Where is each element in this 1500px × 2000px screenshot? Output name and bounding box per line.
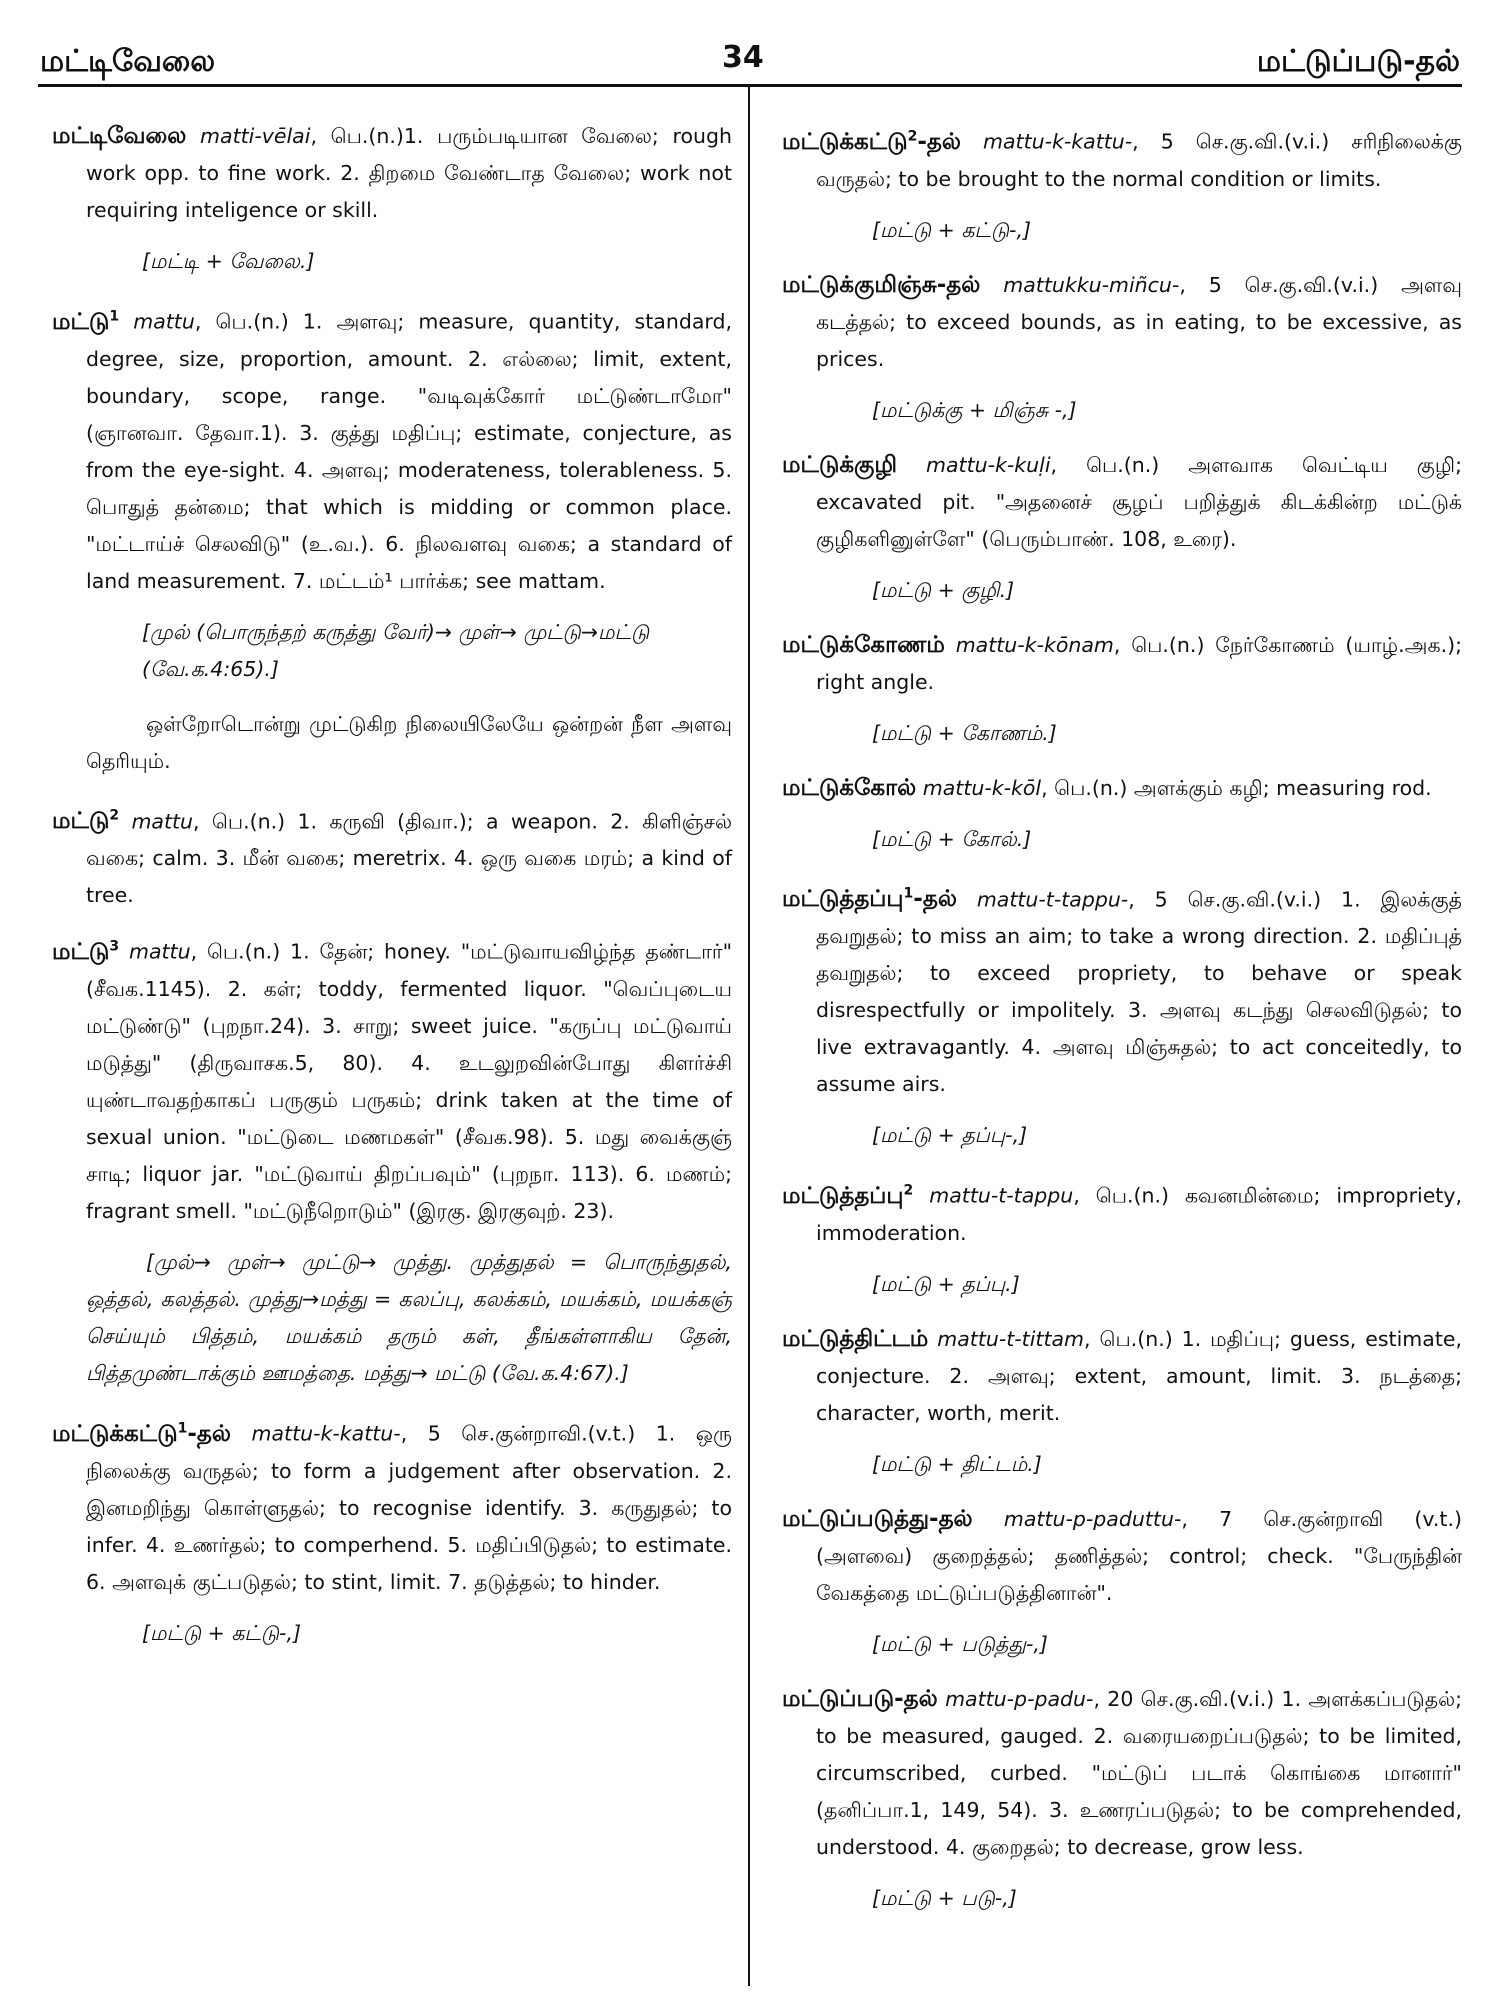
entry-romanization: mattu-t-tappu-: [976, 887, 1129, 912]
entry-definition: , 5 செ.கு.வி.(v.i.) சரிநிலைக்கு வருதல்; to be brought to the normal condition or limits.: [816, 129, 1462, 191]
headword-superscript: 2: [907, 128, 918, 144]
left-column: [52, 118, 732, 1670]
dictionary-entry: [782, 118, 1462, 198]
entry-headword: மட்டுக்கோல்: [782, 774, 917, 801]
dictionary-entry: [782, 1501, 1462, 1612]
dictionary-entry: [52, 798, 732, 915]
entry-headword: மட்டுத்தப்பு$^2$: [782, 1182, 914, 1209]
entry-romanization: mattu-t-tittam: [937, 1326, 1085, 1351]
entry-headword: மட்டுக்கோணம்: [782, 631, 945, 658]
entry-definition: , 20 செ.கு.வி.(v.i.) 1. அளக்கப்படுதல்; to be measured, gauged. 2. வரையறைப்படுதல்; to be limited, circumscribed, curbed. "மட்டுப் படாக் கொங்கை மானார்" (தனிப்பா.1, 149, 54). 3. உணரப்படுதல்; to be comprehended, understood. 4. குறைதல்; to decrease, grow less.: [816, 1686, 1462, 1859]
entry-definition: , பெ.(n.) கவனமின்மை; impropriety, immoderation.: [816, 1183, 1462, 1245]
entry-romanization: mattu-k-kōnam: [955, 632, 1114, 657]
entry-romanization: mattu-k-kōl: [922, 775, 1042, 800]
dictionary-entry: [52, 1410, 732, 1601]
entry-definition: , பெ.(n.) நேர்கோணம் (யாழ்.அக.); right angle.: [816, 632, 1462, 694]
headword-superscript: 1: [903, 885, 914, 902]
entry-headword: மட்டிவேலை: [52, 123, 187, 149]
header-left-guide-word: மட்டிவேலை: [40, 44, 216, 79]
entry-etymology: [மட்டு + குழி.]: [872, 577, 1015, 602]
entry-note: ஒள்றோடொன்று முட்டுகிற நிலையிலேயே ஒன்றன் நீள அளவு தெரியும்.: [86, 711, 732, 773]
dictionary-entry: [782, 1681, 1462, 1866]
headword-superscript: 2: [903, 1182, 914, 1199]
entry-etymology: [மட்டு + தப்பு.]: [872, 1271, 1020, 1296]
entry-definition: , 5 செ.கு.வி.(v.i.) 1. இலக்குத் தவறுதல்; to miss an aim; to take a wrong direction. 2. மதிப்புத் தவறுதல்; to exceed propriety, to behave or speak disrespectfully or impolitely. 3. அளவு கடந்து செலவிடுதல்; to live extravagantly. 4. அளவு மிஞ்சுதல்; to act conceitedly, to assume airs.: [816, 887, 1462, 1097]
right-column: [782, 118, 1462, 1935]
entry-definition: , பெ.(n.) 1. தேன்; honey. "மட்டுவாயவிழ்ந்த தண்டார்" (சீவக.1145). 2. கள்; toddy, fermented liquor. "வெப்புடைய மட்டுண்டு" (புறநா.24). 3. சாறு; sweet juice. "கருப்பு மட்டுவாய் மடுத்து" (திருவாசக.5, 80). 4. உடலுறவின்போது கிளர்ச்சி யுண்டாவதற்காகப் பருகும் பருகம்; drink taken at the time of sexual union. "மட்டுடை மணமகள்" (சீவக.98). 5. மது வைக்குஞ் சாடி; liquor jar. "மட்டுவாய் திறப்பவும்" (புறநா. 113). 6. மணம்; fragrant smell. "மட்டுநீறொடும்" (இரகு. இரகுவுற். 23).: [86, 939, 732, 1223]
entry-romanization: mattukku-miñcu-: [1003, 272, 1180, 297]
entry-etymology: [மட்டுக்கு + மிஞ்சு -,]: [872, 397, 1077, 422]
entry-definition: , 5 செ.கு.வி.(v.i.) அளவு கடத்தல்; to exceed bounds, as in eating, to be excessive, as prices.: [816, 272, 1462, 371]
header-right-guide-word: மட்டுப்படு-தல்: [1256, 44, 1460, 79]
headword-superscript: 1: [109, 308, 120, 324]
entry-headword: மட்டுக்கட்டு$^2$-தல்: [782, 128, 961, 155]
page-number: 34: [722, 40, 764, 75]
dictionary-entry: [782, 447, 1462, 558]
entry-romanization: matti-vēlai: [200, 124, 311, 148]
entry-etymology: [மட்டு + கட்டு-,]: [872, 217, 1031, 242]
headword-superscript: 3: [109, 938, 120, 955]
header-rule: [38, 84, 1462, 87]
entry-definition: , 5 செ.குன்றாவி.(v.t.) 1. ஒரு நிலைக்கு வருதல்; to form a judgement after observation. 2. இனமறிந்து கொள்ளுதல்; to recognise identify. 3. கருதுதல்; to infer. 4. உணர்தல்; to comperhend. 5. மதிப்பிடுதல்; to estimate. 6. அளவுக் குட்படுதல்; to stint, limit. 7. தடுத்தல்; to hinder.: [86, 1421, 732, 1594]
entry-definition: , பெ.(n.) 1. அளவு; measure, quantity, standard, degree, size, proportion, amount. 2. எல்லை; limit, extent, boundary, scope, range. "வடிவுக்கோர் மட்டுண்டாமோ" (ஞானவா. தேவா.1). 3. குத்து மதிப்பு; estimate, conjecture, as from the eye-sight. 4. அளவு; moderateness, tolerableness. 5. பொதுத் தன்மை; that which is midding or common place. "மட்டாய்ச் செலவிடு" (உ.வ.). 6. நிலவளவு வகை; a standard of land measurement. 7. மட்டம்¹ பார்க்க; see mattam.: [86, 309, 732, 593]
entry-etymology: [முல் (பொருந்தற் கருத்து வேர்)→ முள்→ முட்டு→மட்டு (வே.க.4:65).]: [142, 619, 650, 681]
entry-romanization: mattu-k-kuḷi: [926, 452, 1051, 477]
entry-romanization: mattu-p-paduttu-: [1003, 1506, 1182, 1531]
entry-romanization: mattu-k-kattu-: [983, 129, 1133, 154]
page-header: [0, 0, 1500, 88]
entry-etymology: [மட்டு + கட்டு-,]: [142, 1620, 301, 1645]
headword-superscript: 1: [177, 1419, 188, 1436]
dictionary-entry: [52, 298, 732, 600]
headword-superscript: 2: [109, 807, 120, 824]
entry-etymology: [மட்டு + திட்டம்.]: [872, 1451, 1042, 1476]
entry-definition: , 7 செ.குன்றாவி (v.t.) (அளவை) குறைத்தல்; தணித்தல்; control; check. "பேருந்தின் வேகத்தை மட்டுப்படுத்தினான்".: [816, 1506, 1462, 1605]
entry-definition: , பெ.(n.) அளவாக வெட்டிய குழி; excavated pit. "அதனைச் சூழப் பறித்துக் கிடக்கின்ற மட்டுக் குழிகளினுள்ளே" (பெரும்பாண். 108, உரை).: [816, 452, 1462, 551]
entry-romanization: mattu: [131, 809, 194, 834]
entry-definition: , பெ.(n.) 1. கருவி (திவா.); a weapon. 2. கிளிஞ்சல் வகை; calm. 3. மீன் வகை; meretrix. 4. ஒரு வகை மரம்; a kind of tree.: [86, 809, 732, 908]
dictionary-entry: [52, 118, 732, 229]
headword-suffix: -தல்: [917, 128, 961, 155]
entry-etymology: [மட்டு + தப்பு-,]: [872, 1123, 1028, 1148]
entry-headword: மட்டுத்திட்டம்: [782, 1325, 929, 1352]
dictionary-entry: [782, 267, 1462, 378]
entry-headword: மட்டுக்குமிஞ்சு-தல்: [782, 271, 981, 298]
entry-headword: மட்டு$^1$: [52, 308, 120, 335]
entry-romanization: mattu-t-tappu: [929, 1183, 1074, 1208]
entry-etymology: [மட்டு + படு-,]: [872, 1885, 1017, 1910]
entry-definition: , பெ.(n.) 1. மதிப்பு; guess, estimate, conjecture. 2. அளவு; extent, amount, limit. 3. நடத்தை; character, worth, merit.: [816, 1326, 1462, 1425]
entry-romanization: mattu-p-padu-: [945, 1686, 1094, 1711]
dictionary-entry: [782, 1321, 1462, 1432]
entry-definition: , பெ.(n.) அளக்கும் கழி; measuring rod.: [1041, 775, 1432, 800]
entry-headword: மட்டு$^2$: [52, 807, 120, 835]
entry-etymology: [மட்டி + வேலை.]: [142, 249, 315, 273]
headword-suffix: -தல்: [187, 1420, 231, 1447]
entry-headword: மட்டுக்கட்டு$^1$-தல்: [52, 1419, 231, 1447]
entry-headword: மட்டுக்குழி: [782, 451, 897, 478]
entry-definition: , பெ.(n.)1. பரும்படியான வேலை; rough work opp. to fine work. 2. திறமை வேண்டாத வேலை; work not requiring inteligence or skill.: [86, 124, 732, 222]
entry-romanization: mattu-k-kattu-: [251, 1421, 401, 1446]
dictionary-entry: [782, 627, 1462, 701]
headword-suffix: -தல்: [913, 886, 957, 913]
entry-headword: மட்டுப்படு-தல்: [782, 1685, 938, 1712]
dictionary-entry: [52, 928, 732, 1230]
dictionary-entry: [782, 1172, 1462, 1252]
entry-headword: மட்டுத்தப்பு$^1$-தல்: [782, 885, 957, 913]
entry-etymology-note: [முல்→ முள்→ முட்டு→ முத்து. முத்துதல் = பொருந்துதல், ஒத்தல், கலத்தல். முத்து→மத்து = கலப்பு, கலக்கம், மயக்கம், மயக்கஞ் செய்யும் பித்தம், மயக்கம் தரும் கள், தீங்கள்ளாகிய தேன், பித்தமுண்டாக்கும் ஊமத்தை. மத்து→ மட்டு (வே.க.4:67).]: [86, 1249, 732, 1385]
entry-etymology: [மட்டு + கோணம்.]: [872, 720, 1057, 745]
entry-etymology: [மட்டு + கோல்.]: [872, 826, 1032, 851]
entry-headword: மட்டுப்படுத்து-தல்: [782, 1505, 973, 1532]
entry-romanization: mattu: [133, 309, 195, 334]
entry-headword: மட்டு$^3$: [52, 938, 120, 965]
dictionary-entry: [782, 770, 1462, 807]
column-divider: [748, 86, 750, 1986]
entry-etymology: [மட்டு + படுத்து-,]: [872, 1631, 1048, 1656]
dictionary-entry: [782, 876, 1462, 1104]
entry-romanization: mattu: [128, 939, 191, 964]
